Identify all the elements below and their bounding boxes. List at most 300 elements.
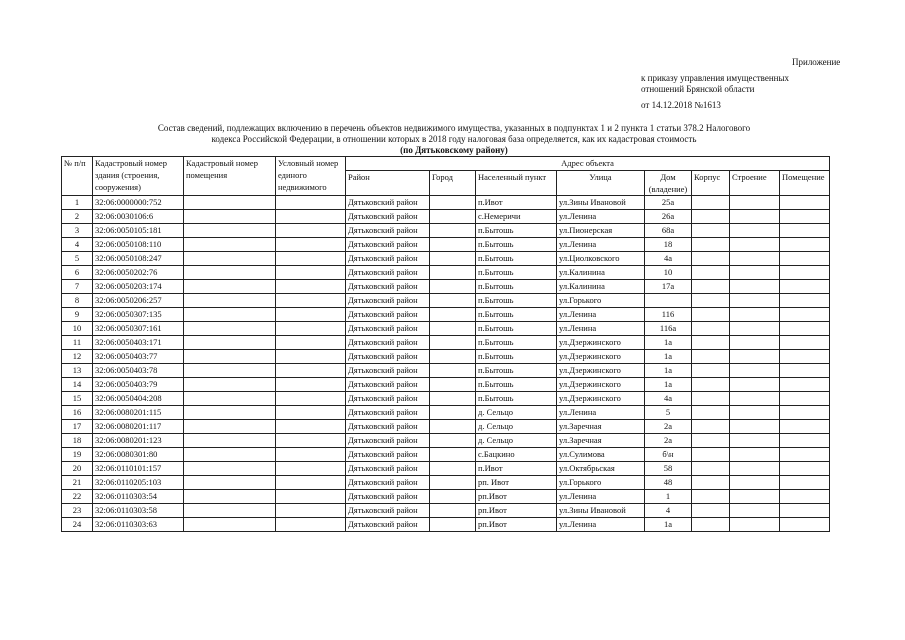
cond-num-cell: [276, 350, 346, 364]
korpus-cell: [692, 392, 730, 406]
city-cell: [430, 238, 476, 252]
table-row: [62, 266, 830, 280]
room-cell: [780, 252, 830, 266]
locality-cell: п.Бытошь: [476, 350, 557, 364]
house-cell: 4а: [645, 392, 692, 406]
room-cell: [780, 210, 830, 224]
table-row: [62, 238, 830, 252]
room-cell: [780, 392, 830, 406]
house-cell: 5: [645, 406, 692, 420]
korpus-cell: [692, 336, 730, 350]
row-number: 23: [62, 504, 93, 518]
cond-num-cell: [276, 476, 346, 490]
cad-room-cell: [184, 378, 276, 392]
locality-cell: д. Сельцо: [476, 434, 557, 448]
room-cell: [780, 294, 830, 308]
korpus-cell: [692, 504, 730, 518]
korpus-cell: [692, 434, 730, 448]
table-row: [62, 434, 830, 448]
cad-building-cell: 32:06:0050203:174: [93, 280, 184, 294]
korpus-cell: [692, 476, 730, 490]
table-row: [62, 378, 830, 392]
header-cond-num: Условный номер единого недвижимого: [276, 157, 346, 196]
street-cell: ул.Дзержинского: [557, 350, 645, 364]
korpus-cell: [692, 350, 730, 364]
cond-num-cell: [276, 322, 346, 336]
building-cell: [730, 224, 780, 238]
korpus-cell: [692, 364, 730, 378]
room-cell: [780, 336, 830, 350]
cond-num-cell: [276, 434, 346, 448]
cad-room-cell: [184, 308, 276, 322]
house-cell: 1а: [645, 518, 692, 532]
city-cell: [430, 392, 476, 406]
cond-num-cell: [276, 238, 346, 252]
city-cell: [430, 448, 476, 462]
cad-building-cell: 32:06:0050108:110: [93, 238, 184, 252]
row-number: 12: [62, 350, 93, 364]
cad-building-cell: 32:06:0080301:80: [93, 448, 184, 462]
cond-num-cell: [276, 280, 346, 294]
street-cell: ул.Зины Ивановой: [557, 196, 645, 210]
district-cell: Дятьковский район: [346, 294, 430, 308]
header-room: Помещение: [780, 171, 830, 196]
header-street: Улица: [557, 171, 645, 196]
room-cell: [780, 434, 830, 448]
korpus-cell: [692, 252, 730, 266]
room-cell: [780, 266, 830, 280]
cad-building-cell: 32:06:0110303:54: [93, 490, 184, 504]
cad-room-cell: [184, 336, 276, 350]
locality-cell: п.Бытошь: [476, 224, 557, 238]
table-row: [62, 364, 830, 378]
room-cell: [780, 280, 830, 294]
header-city: Город: [430, 171, 476, 196]
table-row: [62, 406, 830, 420]
cond-num-cell: [276, 518, 346, 532]
table-row: [62, 294, 830, 308]
cond-num-cell: [276, 196, 346, 210]
title-line-2: кодекса Российской Федерации, в отношении которых в 2018 году налоговая база определяется, как их кадастровая стоимость: [211, 134, 697, 144]
cond-num-cell: [276, 364, 346, 378]
room-cell: [780, 308, 830, 322]
row-number: 6: [62, 266, 93, 280]
street-cell: ул.Циолковского: [557, 252, 645, 266]
locality-cell: рп.Ивот: [476, 518, 557, 532]
row-number: 13: [62, 364, 93, 378]
cad-building-cell: 32:06:0000000:752: [93, 196, 184, 210]
cad-room-cell: [184, 252, 276, 266]
room-cell: [780, 462, 830, 476]
street-cell: ул.Октябрьская: [557, 462, 645, 476]
district-cell: Дятьковский район: [346, 280, 430, 294]
table-row: [62, 392, 830, 406]
city-cell: [430, 476, 476, 490]
cad-room-cell: [184, 280, 276, 294]
cad-room-cell: [184, 350, 276, 364]
district-cell: Дятьковский район: [346, 434, 430, 448]
property-table: [61, 156, 830, 532]
house-cell: 4а: [645, 252, 692, 266]
table-row: [62, 462, 830, 476]
building-cell: [730, 266, 780, 280]
district-cell: Дятьковский район: [346, 378, 430, 392]
cad-building-cell: 32:06:0080201:117: [93, 420, 184, 434]
house-cell: 10: [645, 266, 692, 280]
city-cell: [430, 420, 476, 434]
street-cell: ул.Ленина: [557, 238, 645, 252]
city-cell: [430, 252, 476, 266]
header-building: Строение: [730, 171, 780, 196]
building-cell: [730, 448, 780, 462]
cond-num-cell: [276, 406, 346, 420]
cond-num-cell: [276, 336, 346, 350]
row-number: 10: [62, 322, 93, 336]
order-date-number: от 14.12.2018 №1613: [641, 100, 721, 110]
house-cell: 26а: [645, 210, 692, 224]
korpus-cell: [692, 420, 730, 434]
street-cell: ул.Дзержинского: [557, 364, 645, 378]
room-cell: [780, 490, 830, 504]
cad-building-cell: 32:06:0110101:157: [93, 462, 184, 476]
table-row: [62, 350, 830, 364]
room-cell: [780, 364, 830, 378]
building-cell: [730, 210, 780, 224]
cad-room-cell: [184, 490, 276, 504]
locality-cell: д. Сельцо: [476, 406, 557, 420]
district-cell: Дятьковский район: [346, 448, 430, 462]
title-subtitle: (по Дятьковскому району): [400, 145, 508, 155]
header-num: № п/п: [62, 157, 93, 196]
locality-cell: п.Бытошь: [476, 294, 557, 308]
district-cell: Дятьковский район: [346, 350, 430, 364]
street-cell: ул.Дзержинского: [557, 378, 645, 392]
building-cell: [730, 518, 780, 532]
cad-room-cell: [184, 448, 276, 462]
city-cell: [430, 364, 476, 378]
cond-num-cell: [276, 308, 346, 322]
locality-cell: п.Бытошь: [476, 308, 557, 322]
house-cell: 25а: [645, 196, 692, 210]
locality-cell: с.Бацкино: [476, 448, 557, 462]
house-cell: 17а: [645, 280, 692, 294]
house-cell: 2а: [645, 420, 692, 434]
cad-room-cell: [184, 266, 276, 280]
korpus-cell: [692, 378, 730, 392]
city-cell: [430, 350, 476, 364]
district-cell: Дятьковский район: [346, 252, 430, 266]
row-number: 24: [62, 518, 93, 532]
cad-building-cell: 32:06:0050108:247: [93, 252, 184, 266]
row-number: 5: [62, 252, 93, 266]
cad-room-cell: [184, 196, 276, 210]
header-korpus: Корпус: [692, 171, 730, 196]
house-cell: 2а: [645, 434, 692, 448]
street-cell: ул.Ленина: [557, 406, 645, 420]
header-cad-room: Кадастровый номер помещения: [184, 157, 276, 196]
row-number: 20: [62, 462, 93, 476]
table-row: [62, 518, 830, 532]
building-cell: [730, 490, 780, 504]
cad-building-cell: 32:06:0110205:103: [93, 476, 184, 490]
korpus-cell: [692, 210, 730, 224]
korpus-cell: [692, 462, 730, 476]
row-number: 19: [62, 448, 93, 462]
cad-building-cell: 32:06:0050403:79: [93, 378, 184, 392]
building-cell: [730, 378, 780, 392]
city-cell: [430, 196, 476, 210]
locality-cell: п.Бытошь: [476, 252, 557, 266]
cad-building-cell: 32:06:0050105:181: [93, 224, 184, 238]
appendix-label: Приложение: [792, 57, 841, 67]
korpus-cell: [692, 266, 730, 280]
building-cell: [730, 196, 780, 210]
locality-cell: п.Бытошь: [476, 392, 557, 406]
district-cell: Дятьковский район: [346, 364, 430, 378]
locality-cell: п.Бытошь: [476, 280, 557, 294]
locality-cell: п.Бытошь: [476, 336, 557, 350]
district-cell: Дятьковский район: [346, 210, 430, 224]
house-cell: 1а: [645, 364, 692, 378]
building-cell: [730, 322, 780, 336]
room-cell: [780, 406, 830, 420]
korpus-cell: [692, 322, 730, 336]
street-cell: ул.Горького: [557, 294, 645, 308]
locality-cell: п.Ивот: [476, 196, 557, 210]
korpus-cell: [692, 196, 730, 210]
row-number: 8: [62, 294, 93, 308]
cad-room-cell: [184, 238, 276, 252]
street-cell: ул.Ленина: [557, 210, 645, 224]
city-cell: [430, 224, 476, 238]
table-row: [62, 448, 830, 462]
building-cell: [730, 294, 780, 308]
building-cell: [730, 308, 780, 322]
cad-room-cell: [184, 406, 276, 420]
cond-num-cell: [276, 392, 346, 406]
street-cell: ул.Ленина: [557, 518, 645, 532]
cad-room-cell: [184, 392, 276, 406]
room-cell: [780, 504, 830, 518]
street-cell: ул.Дзержинского: [557, 336, 645, 350]
row-number: 17: [62, 420, 93, 434]
district-cell: Дятьковский район: [346, 196, 430, 210]
district-cell: Дятьковский район: [346, 504, 430, 518]
street-cell: ул.Ленина: [557, 322, 645, 336]
document-title: [120, 123, 788, 156]
cad-building-cell: 32:06:0050403:171: [93, 336, 184, 350]
city-cell: [430, 490, 476, 504]
street-cell: ул.Зины Ивановой: [557, 504, 645, 518]
street-cell: ул.Заречная: [557, 420, 645, 434]
table-row: [62, 420, 830, 434]
cad-room-cell: [184, 224, 276, 238]
city-cell: [430, 504, 476, 518]
cad-room-cell: [184, 434, 276, 448]
table-row: [62, 196, 830, 210]
room-cell: [780, 322, 830, 336]
house-cell: 116а: [645, 322, 692, 336]
row-number: 2: [62, 210, 93, 224]
building-cell: [730, 420, 780, 434]
district-cell: Дятьковский район: [346, 476, 430, 490]
cad-room-cell: [184, 518, 276, 532]
street-cell: ул.Ленина: [557, 308, 645, 322]
locality-cell: рп.Ивот: [476, 504, 557, 518]
table-row: [62, 476, 830, 490]
room-cell: [780, 448, 830, 462]
row-number: 1: [62, 196, 93, 210]
cond-num-cell: [276, 490, 346, 504]
cad-building-cell: 32:06:0050307:161: [93, 322, 184, 336]
building-cell: [730, 406, 780, 420]
row-number: 9: [62, 308, 93, 322]
house-cell: б\н: [645, 448, 692, 462]
cad-room-cell: [184, 210, 276, 224]
cad-building-cell: 32:06:0110303:58: [93, 504, 184, 518]
table-row: [62, 252, 830, 266]
building-cell: [730, 336, 780, 350]
building-cell: [730, 252, 780, 266]
cad-building-cell: 32:06:0050403:77: [93, 350, 184, 364]
row-number: 7: [62, 280, 93, 294]
house-cell: 1а: [645, 350, 692, 364]
district-cell: Дятьковский район: [346, 462, 430, 476]
header-locality: Населенный пункт: [476, 171, 557, 196]
locality-cell: п.Бытошь: [476, 322, 557, 336]
locality-cell: с.Немеричи: [476, 210, 557, 224]
city-cell: [430, 434, 476, 448]
cond-num-cell: [276, 210, 346, 224]
cond-num-cell: [276, 294, 346, 308]
room-cell: [780, 420, 830, 434]
building-cell: [730, 434, 780, 448]
city-cell: [430, 294, 476, 308]
cond-num-cell: [276, 224, 346, 238]
building-cell: [730, 364, 780, 378]
table-row: [62, 210, 830, 224]
korpus-cell: [692, 308, 730, 322]
city-cell: [430, 308, 476, 322]
cad-room-cell: [184, 364, 276, 378]
street-cell: ул.Калинина: [557, 266, 645, 280]
cad-building-cell: 32:06:0030106:6: [93, 210, 184, 224]
building-cell: [730, 238, 780, 252]
room-cell: [780, 224, 830, 238]
house-cell: 1: [645, 490, 692, 504]
row-number: 21: [62, 476, 93, 490]
table-row: [62, 224, 830, 238]
korpus-cell: [692, 490, 730, 504]
room-cell: [780, 518, 830, 532]
locality-cell: рп. Ивот: [476, 476, 557, 490]
row-number: 11: [62, 336, 93, 350]
cad-room-cell: [184, 476, 276, 490]
city-cell: [430, 336, 476, 350]
building-cell: [730, 280, 780, 294]
header-address: Адрес объекта: [346, 157, 830, 171]
cad-building-cell: 32:06:0050404:208: [93, 392, 184, 406]
table-body: [62, 196, 830, 532]
street-cell: ул.Дзержинского: [557, 392, 645, 406]
locality-cell: д. Сельцо: [476, 420, 557, 434]
house-cell: 48: [645, 476, 692, 490]
header-house: Дом (владение): [645, 171, 692, 196]
city-cell: [430, 378, 476, 392]
locality-cell: п.Бытошь: [476, 364, 557, 378]
order-line-2: отношений Брянской области: [641, 84, 755, 94]
cond-num-cell: [276, 448, 346, 462]
city-cell: [430, 518, 476, 532]
header-district: Район: [346, 171, 430, 196]
city-cell: [430, 406, 476, 420]
cad-building-cell: 32:06:0050202:76: [93, 266, 184, 280]
header-cad-building: Кадастровый номер здания (строения, сооружения): [93, 157, 184, 196]
row-number: 14: [62, 378, 93, 392]
city-cell: [430, 280, 476, 294]
district-cell: Дятьковский район: [346, 224, 430, 238]
district-cell: Дятьковский район: [346, 322, 430, 336]
room-cell: [780, 476, 830, 490]
locality-cell: п.Бытошь: [476, 266, 557, 280]
table-row: [62, 336, 830, 350]
district-cell: Дятьковский район: [346, 392, 430, 406]
house-cell: 1а: [645, 336, 692, 350]
cad-building-cell: 32:06:0050403:78: [93, 364, 184, 378]
street-cell: ул.Заречная: [557, 434, 645, 448]
korpus-cell: [692, 448, 730, 462]
district-cell: Дятьковский район: [346, 336, 430, 350]
row-number: 18: [62, 434, 93, 448]
cad-room-cell: [184, 504, 276, 518]
house-cell: 116: [645, 308, 692, 322]
cad-room-cell: [184, 322, 276, 336]
korpus-cell: [692, 294, 730, 308]
room-cell: [780, 196, 830, 210]
row-number: 4: [62, 238, 93, 252]
korpus-cell: [692, 280, 730, 294]
cad-building-cell: 32:06:0050206:257: [93, 294, 184, 308]
street-cell: ул.Сулимова: [557, 448, 645, 462]
locality-cell: п.Бытошь: [476, 378, 557, 392]
district-cell: Дятьковский район: [346, 518, 430, 532]
table-row: [62, 504, 830, 518]
city-cell: [430, 266, 476, 280]
house-cell: [645, 294, 692, 308]
room-cell: [780, 350, 830, 364]
cad-building-cell: 32:06:0050307:135: [93, 308, 184, 322]
korpus-cell: [692, 406, 730, 420]
cond-num-cell: [276, 420, 346, 434]
street-cell: ул.Пионерская: [557, 224, 645, 238]
city-cell: [430, 322, 476, 336]
building-cell: [730, 462, 780, 476]
cad-room-cell: [184, 420, 276, 434]
district-cell: Дятьковский район: [346, 420, 430, 434]
cond-num-cell: [276, 378, 346, 392]
district-cell: Дятьковский район: [346, 490, 430, 504]
building-cell: [730, 350, 780, 364]
building-cell: [730, 476, 780, 490]
street-cell: ул.Ленина: [557, 490, 645, 504]
row-number: 15: [62, 392, 93, 406]
house-cell: 68а: [645, 224, 692, 238]
locality-cell: п.Ивот: [476, 462, 557, 476]
cond-num-cell: [276, 266, 346, 280]
row-number: 3: [62, 224, 93, 238]
table-row: [62, 280, 830, 294]
building-cell: [730, 504, 780, 518]
